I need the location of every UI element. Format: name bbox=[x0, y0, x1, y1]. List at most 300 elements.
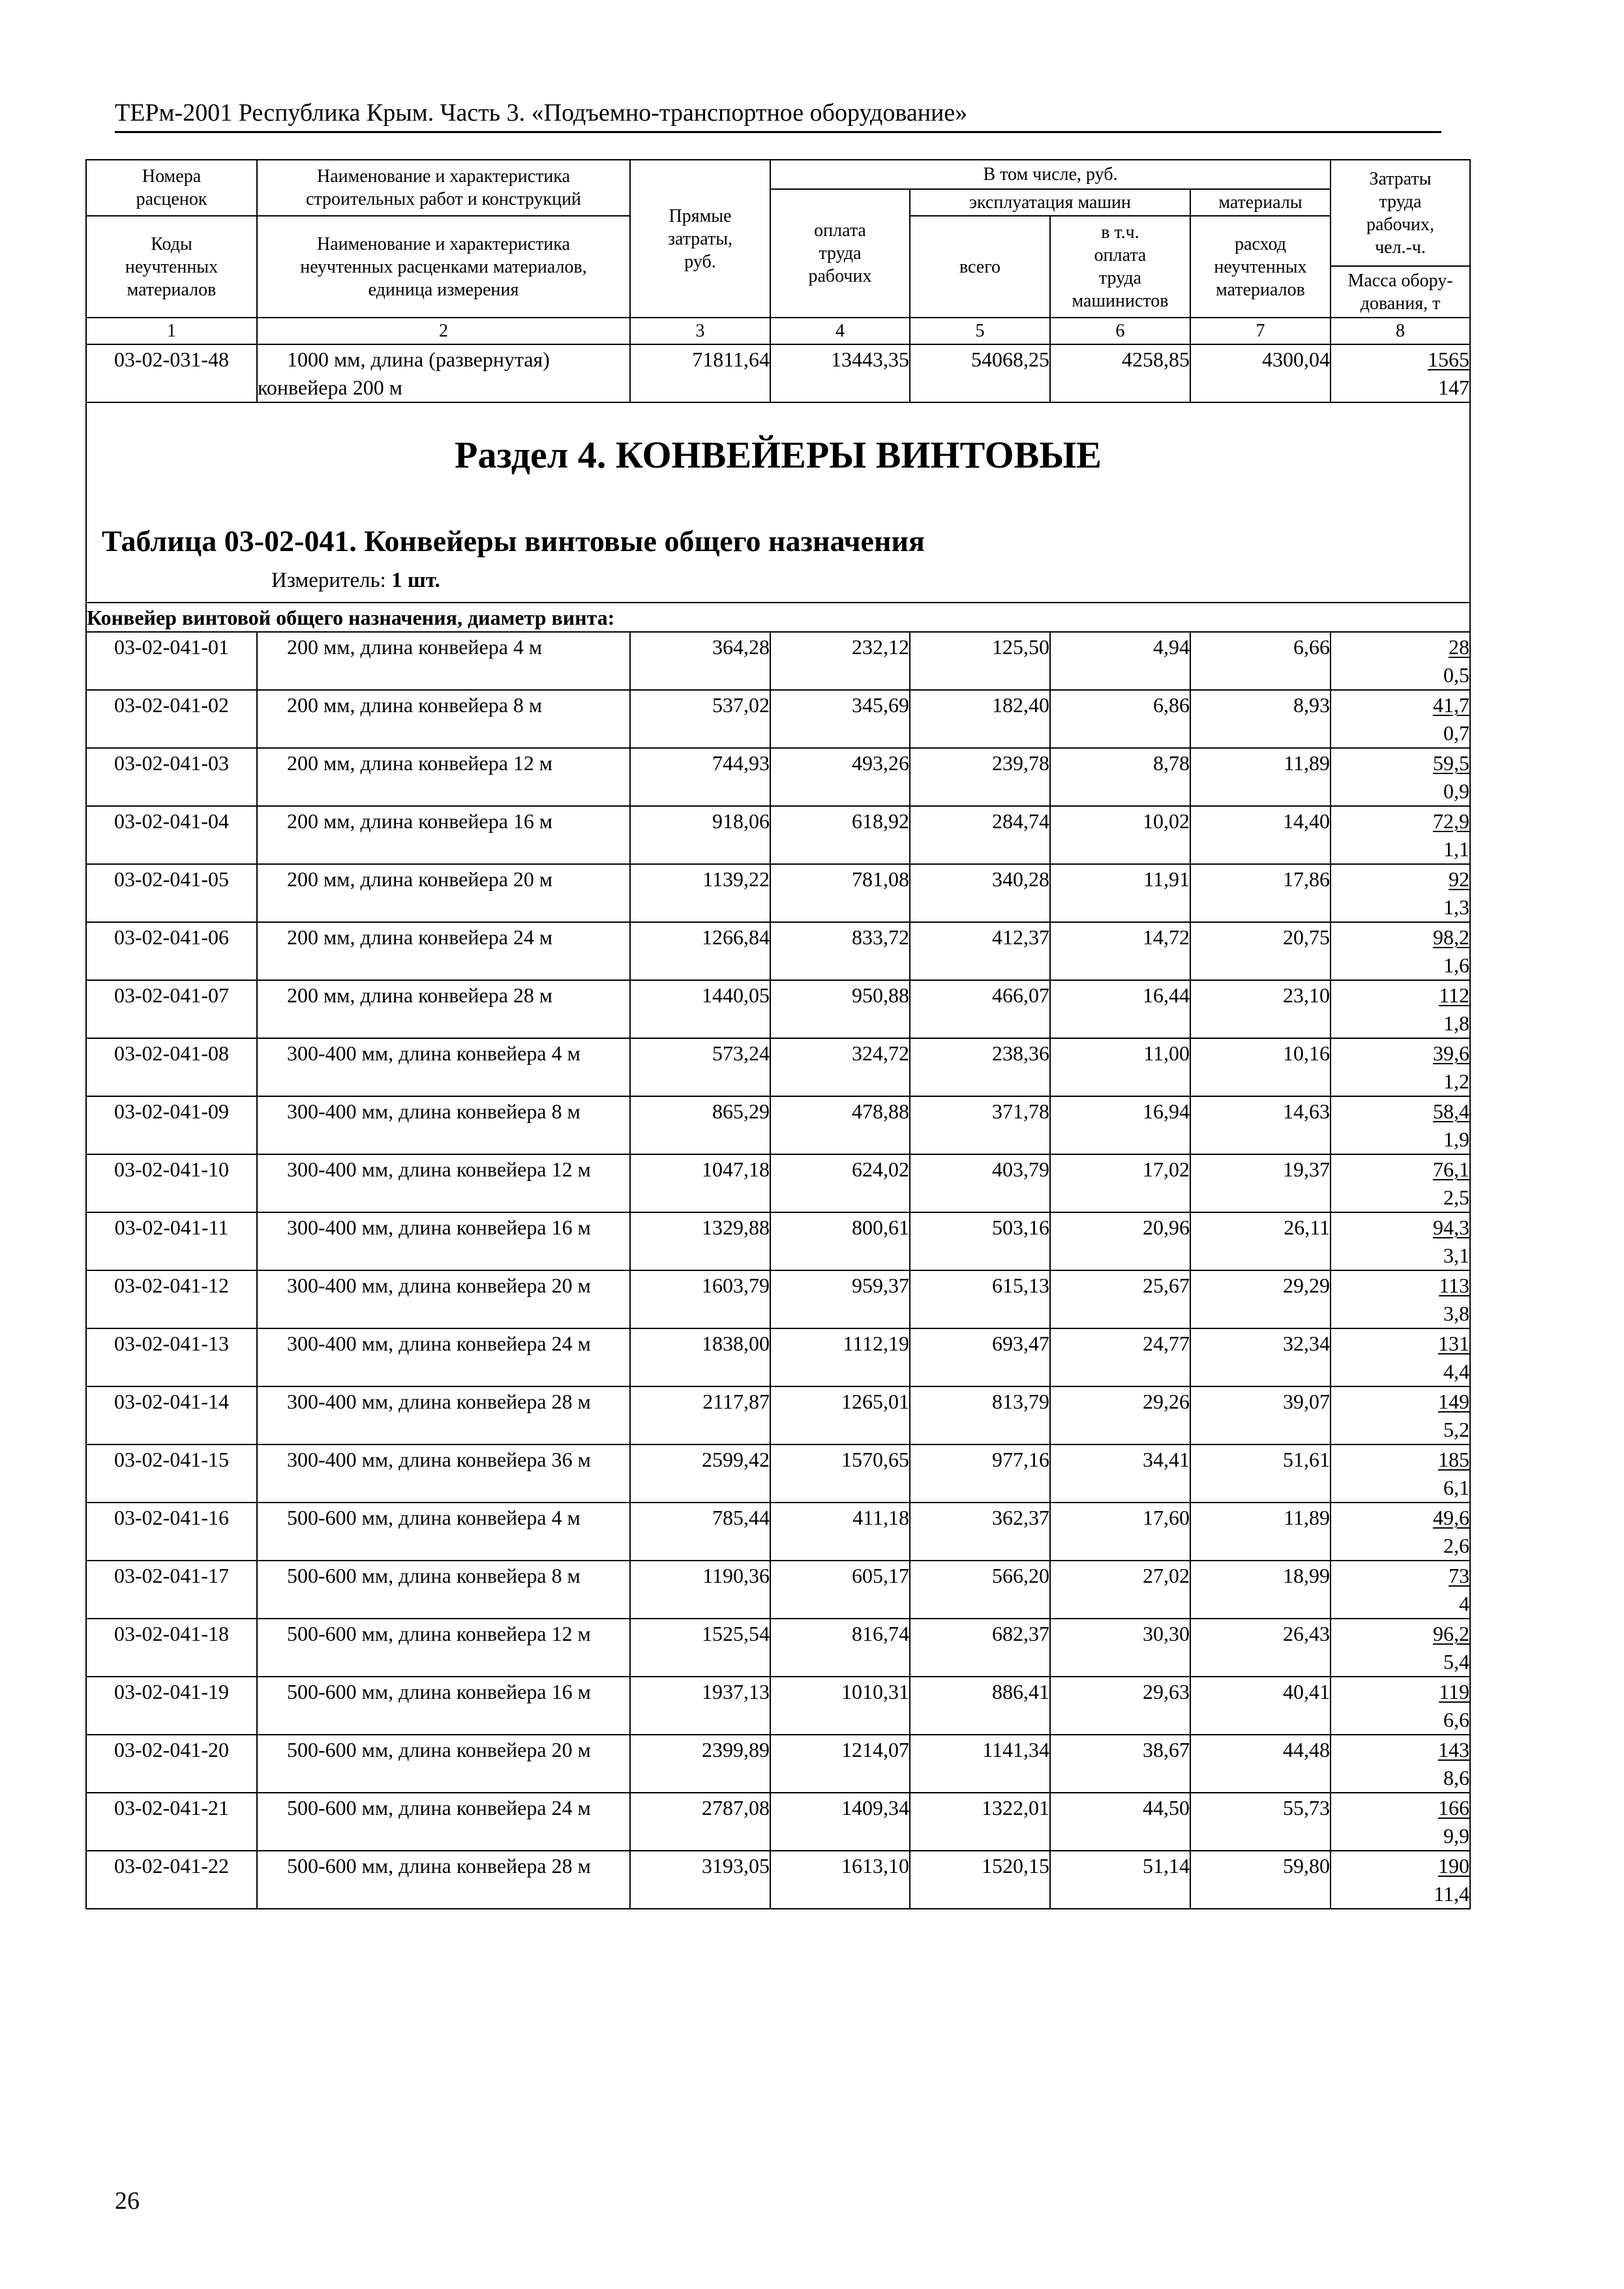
material-cost: 10,16 bbox=[1190, 1038, 1331, 1096]
labor-hours-wrap bbox=[1331, 749, 1469, 777]
header-work-name: Наименование и характеристика строительных работ и конструкций bbox=[257, 160, 630, 216]
column-number: 7 bbox=[1190, 318, 1331, 344]
section-title: Раздел 4. КОНВЕЙЕРЫ ВИНТОВЫЕ bbox=[455, 434, 1102, 476]
machinist-pay: 29,26 bbox=[1050, 1386, 1190, 1444]
machine-cost: 239,78 bbox=[910, 748, 1050, 806]
price-table bbox=[85, 159, 1471, 1909]
section-heading-cell bbox=[86, 402, 1470, 603]
rate-code: 03-02-041-17 bbox=[86, 1561, 257, 1619]
labor-hours-and-mass bbox=[1331, 922, 1470, 980]
rate-code: 03-02-041-07 bbox=[86, 980, 257, 1038]
work-name: 1000 мм, длина (развернутая) конвейера 200 м bbox=[257, 344, 630, 402]
rate-row bbox=[86, 632, 1470, 690]
equipment-mass: 147 bbox=[1438, 376, 1470, 399]
labor-pay: 781,08 bbox=[770, 864, 910, 922]
table-title: Таблица 03-02-041. Конвейеры винтовые общего назначения bbox=[102, 524, 925, 558]
rate-row bbox=[86, 1735, 1470, 1793]
group-heading: Конвейер винтовой общего назначения, диаметр винта: bbox=[86, 603, 1470, 632]
labor-pay: 800,61 bbox=[770, 1212, 910, 1270]
direct-cost: 785,44 bbox=[630, 1503, 770, 1561]
header-including: В том числе, руб. bbox=[770, 160, 1331, 189]
labor-pay: 833,72 bbox=[770, 922, 910, 980]
material-cost: 17,86 bbox=[1190, 864, 1331, 922]
machine-cost: 1141,34 bbox=[910, 1735, 1050, 1793]
direct-cost: 1838,00 bbox=[630, 1328, 770, 1386]
labor-pay: 618,92 bbox=[770, 806, 910, 864]
header-direct-cost: Прямые затраты, руб. bbox=[630, 160, 770, 318]
header-equipment-mass: Масса обору- дования, т bbox=[1331, 266, 1470, 318]
header-materials: материалы bbox=[1190, 189, 1331, 216]
equipment-mass: 4 bbox=[1459, 1592, 1470, 1615]
material-cost: 55,73 bbox=[1190, 1793, 1331, 1851]
equipment-mass: 0,9 bbox=[1443, 779, 1470, 803]
rate-code: 03-02-041-04 bbox=[86, 806, 257, 864]
equipment-mass: 1,9 bbox=[1443, 1128, 1470, 1151]
labor-hours-and-mass bbox=[1331, 1735, 1470, 1793]
table-header bbox=[86, 160, 1470, 344]
direct-cost: 1047,18 bbox=[630, 1154, 770, 1212]
unit-label: Измеритель: bbox=[271, 569, 386, 592]
rate-code: 03-02-041-10 bbox=[86, 1154, 257, 1212]
work-name: 500-600 мм, длина конвейера 8 м bbox=[257, 1561, 630, 1619]
labor-hours: 190 bbox=[1438, 1854, 1470, 1878]
rate-code: 03-02-041-15 bbox=[86, 1444, 257, 1503]
material-cost: 26,43 bbox=[1190, 1619, 1331, 1677]
column-number: 3 bbox=[630, 318, 770, 344]
labor-hours: 1565 bbox=[1428, 348, 1470, 371]
rate-row bbox=[86, 806, 1470, 864]
header-machinists-pay: в т.ч. оплата труда машинистов bbox=[1050, 216, 1190, 318]
labor-hours-and-mass bbox=[1331, 1619, 1470, 1677]
labor-hours-and-mass bbox=[1331, 806, 1470, 864]
header-material-codes: Коды неучтенных материалов bbox=[86, 216, 257, 318]
equipment-mass: 5,2 bbox=[1443, 1418, 1470, 1441]
direct-cost: 537,02 bbox=[630, 690, 770, 748]
labor-hours: 131 bbox=[1438, 1332, 1470, 1355]
rate-row bbox=[86, 1270, 1470, 1328]
rate-code: 03-02-041-21 bbox=[86, 1793, 257, 1851]
labor-pay: 624,02 bbox=[770, 1154, 910, 1212]
labor-hours: 59,5 bbox=[1433, 751, 1470, 775]
rate-row bbox=[86, 748, 1470, 806]
rate-row bbox=[86, 344, 1470, 402]
direct-cost: 1190,36 bbox=[630, 1561, 770, 1619]
labor-hours-wrap bbox=[1331, 1620, 1469, 1648]
equipment-mass: 0,7 bbox=[1443, 721, 1470, 745]
material-cost: 14,63 bbox=[1190, 1096, 1331, 1154]
labor-pay: 345,69 bbox=[770, 690, 910, 748]
direct-cost: 3193,05 bbox=[630, 1851, 770, 1909]
rate-code: 03-02-041-09 bbox=[86, 1096, 257, 1154]
rate-code: 03-02-041-22 bbox=[86, 1851, 257, 1909]
labor-hours-and-mass bbox=[1331, 748, 1470, 806]
labor-hours-wrap bbox=[1331, 1214, 1469, 1242]
labor-hours-and-mass bbox=[1331, 1270, 1470, 1328]
work-name: 300-400 мм, длина конвейера 4 м bbox=[257, 1038, 630, 1096]
equipment-mass: 0,5 bbox=[1443, 663, 1470, 687]
work-name: 500-600 мм, длина конвейера 20 м bbox=[257, 1735, 630, 1793]
labor-hours: 166 bbox=[1438, 1796, 1470, 1819]
labor-hours-wrap bbox=[1331, 1562, 1469, 1590]
direct-cost: 573,24 bbox=[630, 1038, 770, 1096]
work-name: 200 мм, длина конвейера 20 м bbox=[257, 864, 630, 922]
labor-hours: 143 bbox=[1438, 1738, 1470, 1761]
labor-hours-and-mass bbox=[1331, 980, 1470, 1038]
unit-value: 1 шт. bbox=[391, 569, 440, 592]
machinist-pay: 29,63 bbox=[1050, 1677, 1190, 1735]
labor-hours-and-mass bbox=[1331, 1503, 1470, 1561]
material-cost: 20,75 bbox=[1190, 922, 1331, 980]
machinist-pay: 20,96 bbox=[1050, 1212, 1190, 1270]
labor-pay: 1570,65 bbox=[770, 1444, 910, 1503]
labor-hours: 113 bbox=[1439, 1274, 1470, 1297]
labor-hours-wrap bbox=[1331, 1678, 1469, 1706]
labor-hours-and-mass bbox=[1331, 864, 1470, 922]
labor-pay: 1112,19 bbox=[770, 1328, 910, 1386]
labor-hours-wrap bbox=[1331, 1736, 1469, 1764]
column-numbers-row bbox=[86, 318, 1470, 344]
previous-section-rows bbox=[86, 344, 1470, 402]
machine-cost: 362,37 bbox=[910, 1503, 1050, 1561]
material-cost: 29,29 bbox=[1190, 1270, 1331, 1328]
machine-cost: 54068,25 bbox=[910, 344, 1050, 402]
labor-hours-and-mass bbox=[1331, 1561, 1470, 1619]
column-number: 2 bbox=[257, 318, 630, 344]
column-number: 8 bbox=[1331, 318, 1470, 344]
labor-pay: 1010,31 bbox=[770, 1677, 910, 1735]
material-cost: 26,11 bbox=[1190, 1212, 1331, 1270]
rate-row bbox=[86, 922, 1470, 980]
equipment-mass: 8,6 bbox=[1443, 1766, 1470, 1789]
labor-pay: 605,17 bbox=[770, 1561, 910, 1619]
machine-cost: 371,78 bbox=[910, 1096, 1050, 1154]
machine-cost: 503,16 bbox=[910, 1212, 1050, 1270]
labor-hours-and-mass bbox=[1331, 1212, 1470, 1270]
machinist-pay: 6,86 bbox=[1050, 690, 1190, 748]
rate-code: 03-02-041-12 bbox=[86, 1270, 257, 1328]
rate-code: 03-02-041-01 bbox=[86, 632, 257, 690]
work-name: 300-400 мм, длина конвейера 28 м bbox=[257, 1386, 630, 1444]
machinist-pay: 17,02 bbox=[1050, 1154, 1190, 1212]
labor-hours: 98,2 bbox=[1433, 925, 1470, 949]
equipment-mass: 1,2 bbox=[1443, 1070, 1470, 1093]
rate-row bbox=[86, 1561, 1470, 1619]
material-cost: 14,40 bbox=[1190, 806, 1331, 864]
unit-line bbox=[271, 567, 440, 593]
machinist-pay: 51,14 bbox=[1050, 1851, 1190, 1909]
labor-hours: 76,1 bbox=[1433, 1158, 1470, 1181]
direct-cost: 71811,64 bbox=[630, 344, 770, 402]
work-name: 200 мм, длина конвейера 12 м bbox=[257, 748, 630, 806]
rate-code: 03-02-041-20 bbox=[86, 1735, 257, 1793]
labor-hours: 58,4 bbox=[1433, 1100, 1470, 1123]
header-machines: эксплуатация машин bbox=[910, 189, 1190, 216]
labor-hours: 112 bbox=[1439, 983, 1470, 1007]
work-name: 300-400 мм, длина конвейера 20 м bbox=[257, 1270, 630, 1328]
machinist-pay: 16,94 bbox=[1050, 1096, 1190, 1154]
rate-row bbox=[86, 1851, 1470, 1909]
labor-hours-wrap bbox=[1331, 633, 1469, 661]
work-name: 500-600 мм, длина конвейера 4 м bbox=[257, 1503, 630, 1561]
labor-hours: 96,2 bbox=[1433, 1622, 1470, 1645]
rate-code: 03-02-041-02 bbox=[86, 690, 257, 748]
work-name: 500-600 мм, длина конвейера 24 м bbox=[257, 1793, 630, 1851]
work-name: 500-600 мм, длина конвейера 28 м bbox=[257, 1851, 630, 1909]
machine-cost: 340,28 bbox=[910, 864, 1050, 922]
labor-pay: 1265,01 bbox=[770, 1386, 910, 1444]
machine-cost: 182,40 bbox=[910, 690, 1050, 748]
material-cost: 19,37 bbox=[1190, 1154, 1331, 1212]
labor-pay: 324,72 bbox=[770, 1038, 910, 1096]
direct-cost: 865,29 bbox=[630, 1096, 770, 1154]
labor-hours-wrap bbox=[1331, 346, 1469, 374]
equipment-mass: 1,1 bbox=[1443, 837, 1470, 861]
direct-cost: 1266,84 bbox=[630, 922, 770, 980]
labor-hours-wrap bbox=[1331, 923, 1469, 951]
work-name: 200 мм, длина конвейера 24 м bbox=[257, 922, 630, 980]
work-name: 300-400 мм, длина конвейера 12 м bbox=[257, 1154, 630, 1212]
labor-hours-wrap bbox=[1331, 1098, 1469, 1126]
equipment-mass: 6,6 bbox=[1443, 1708, 1470, 1731]
work-name: 300-400 мм, длина конвейера 24 м bbox=[257, 1328, 630, 1386]
machinist-pay: 11,00 bbox=[1050, 1038, 1190, 1096]
machine-cost: 412,37 bbox=[910, 922, 1050, 980]
machine-cost: 1520,15 bbox=[910, 1851, 1050, 1909]
running-title: ТЕРм-2001 Республика Крым. Часть 3. «Подъемно-транспортное оборудование» bbox=[115, 99, 968, 127]
header-labor-pay: оплата труда рабочих bbox=[770, 189, 910, 318]
material-cost: 32,34 bbox=[1190, 1328, 1331, 1386]
labor-pay: 950,88 bbox=[770, 980, 910, 1038]
page-number: 26 bbox=[115, 2187, 140, 2215]
header-labor-hours: Затраты труда рабочих, чел.-ч. bbox=[1331, 160, 1470, 266]
labor-hours-wrap bbox=[1331, 981, 1469, 1010]
work-name: 200 мм, длина конвейера 8 м bbox=[257, 690, 630, 748]
machinist-pay: 16,44 bbox=[1050, 980, 1190, 1038]
header-rate-numbers: Номера расценок bbox=[86, 160, 257, 216]
machine-cost: 1322,01 bbox=[910, 1793, 1050, 1851]
labor-hours-wrap bbox=[1331, 691, 1469, 719]
labor-pay: 816,74 bbox=[770, 1619, 910, 1677]
labor-pay: 478,88 bbox=[770, 1096, 910, 1154]
labor-pay: 1214,07 bbox=[770, 1735, 910, 1793]
direct-cost: 2787,08 bbox=[630, 1793, 770, 1851]
equipment-mass: 5,4 bbox=[1443, 1650, 1470, 1673]
machinist-pay: 11,91 bbox=[1050, 864, 1190, 922]
conveyor-rows bbox=[86, 632, 1470, 1909]
direct-cost: 364,28 bbox=[630, 632, 770, 690]
header-machines-total: всего bbox=[910, 216, 1050, 318]
work-name: 500-600 мм, длина конвейера 12 м bbox=[257, 1619, 630, 1677]
rate-code: 03-02-041-14 bbox=[86, 1386, 257, 1444]
labor-pay: 232,12 bbox=[770, 632, 910, 690]
labor-pay: 493,26 bbox=[770, 748, 910, 806]
machinist-pay: 4,94 bbox=[1050, 632, 1190, 690]
machine-cost: 813,79 bbox=[910, 1386, 1050, 1444]
rate-row bbox=[86, 690, 1470, 748]
rate-row bbox=[86, 1212, 1470, 1270]
rate-code: 03-02-041-11 bbox=[86, 1212, 257, 1270]
column-number: 6 bbox=[1050, 318, 1190, 344]
material-cost: 8,93 bbox=[1190, 690, 1331, 748]
labor-hours-wrap bbox=[1331, 1794, 1469, 1822]
labor-hours-and-mass bbox=[1331, 1154, 1470, 1212]
machinist-pay: 30,30 bbox=[1050, 1619, 1190, 1677]
labor-hours-and-mass bbox=[1331, 1328, 1470, 1386]
machinist-pay: 25,67 bbox=[1050, 1270, 1190, 1328]
rate-row bbox=[86, 1154, 1470, 1212]
labor-hours-wrap bbox=[1331, 865, 1469, 893]
labor-hours-and-mass bbox=[1331, 1386, 1470, 1444]
machinist-pay: 38,67 bbox=[1050, 1735, 1190, 1793]
labor-hours: 73 bbox=[1449, 1564, 1470, 1587]
labor-pay: 1409,34 bbox=[770, 1793, 910, 1851]
labor-hours: 149 bbox=[1438, 1390, 1470, 1413]
machinist-pay: 44,50 bbox=[1050, 1793, 1190, 1851]
rate-row bbox=[86, 1386, 1470, 1444]
equipment-mass: 1,8 bbox=[1443, 1011, 1470, 1035]
material-cost: 44,48 bbox=[1190, 1735, 1331, 1793]
material-cost: 11,89 bbox=[1190, 1503, 1331, 1561]
labor-hours-wrap bbox=[1331, 1272, 1469, 1300]
machinist-pay: 8,78 bbox=[1050, 748, 1190, 806]
machine-cost: 238,36 bbox=[910, 1038, 1050, 1096]
work-name: 300-400 мм, длина конвейера 36 м bbox=[257, 1444, 630, 1503]
machinist-pay: 10,02 bbox=[1050, 806, 1190, 864]
rate-row bbox=[86, 980, 1470, 1038]
direct-cost: 1329,88 bbox=[630, 1212, 770, 1270]
labor-hours-wrap bbox=[1331, 1504, 1469, 1532]
labor-hours: 41,7 bbox=[1433, 693, 1470, 717]
labor-hours-wrap bbox=[1331, 807, 1469, 835]
labor-hours-wrap bbox=[1331, 1040, 1469, 1068]
direct-cost: 1603,79 bbox=[630, 1270, 770, 1328]
material-cost: 51,61 bbox=[1190, 1444, 1331, 1503]
machine-cost: 125,50 bbox=[910, 632, 1050, 690]
direct-cost: 1440,05 bbox=[630, 980, 770, 1038]
equipment-mass: 2,6 bbox=[1443, 1534, 1470, 1557]
labor-pay: 1613,10 bbox=[770, 1851, 910, 1909]
rate-code: 03-02-041-19 bbox=[86, 1677, 257, 1735]
material-cost: 11,89 bbox=[1190, 748, 1331, 806]
direct-cost: 1937,13 bbox=[630, 1677, 770, 1735]
section-heading bbox=[86, 402, 1470, 632]
labor-hours-wrap bbox=[1331, 1156, 1469, 1184]
work-name: 200 мм, длина конвейера 28 м bbox=[257, 980, 630, 1038]
labor-pay: 959,37 bbox=[770, 1270, 910, 1328]
labor-hours: 94,3 bbox=[1433, 1216, 1470, 1239]
material-cost: 6,66 bbox=[1190, 632, 1331, 690]
work-name: 300-400 мм, длина конвейера 16 м bbox=[257, 1212, 630, 1270]
equipment-mass: 1,6 bbox=[1443, 953, 1470, 977]
rate-row bbox=[86, 864, 1470, 922]
work-name: 300-400 мм, длина конвейера 8 м bbox=[257, 1096, 630, 1154]
machine-cost: 284,74 bbox=[910, 806, 1050, 864]
machinist-pay: 14,72 bbox=[1050, 922, 1190, 980]
labor-hours-wrap bbox=[1331, 1852, 1469, 1880]
machine-cost: 466,07 bbox=[910, 980, 1050, 1038]
labor-hours-and-mass bbox=[1331, 632, 1470, 690]
rate-row bbox=[86, 1096, 1470, 1154]
rate-code: 03-02-041-06 bbox=[86, 922, 257, 980]
material-cost: 4300,04 bbox=[1190, 344, 1331, 402]
labor-hours: 92 bbox=[1449, 867, 1470, 891]
rate-code: 03-02-041-16 bbox=[86, 1503, 257, 1561]
labor-hours-and-mass bbox=[1331, 1793, 1470, 1851]
machine-cost: 403,79 bbox=[910, 1154, 1050, 1212]
labor-pay: 13443,35 bbox=[770, 344, 910, 402]
labor-hours: 28 bbox=[1449, 635, 1470, 659]
labor-hours-wrap bbox=[1331, 1446, 1469, 1474]
machine-cost: 977,16 bbox=[910, 1444, 1050, 1503]
machinist-pay: 4258,85 bbox=[1050, 344, 1190, 402]
rate-row bbox=[86, 1038, 1470, 1096]
labor-hours-and-mass bbox=[1331, 344, 1470, 402]
machine-cost: 886,41 bbox=[910, 1677, 1050, 1735]
labor-hours-and-mass bbox=[1331, 1677, 1470, 1735]
equipment-mass: 1,3 bbox=[1443, 895, 1470, 919]
machinist-pay: 34,41 bbox=[1050, 1444, 1190, 1503]
rate-code: 03-02-041-18 bbox=[86, 1619, 257, 1677]
labor-hours: 185 bbox=[1438, 1448, 1470, 1471]
column-number: 1 bbox=[86, 318, 257, 344]
labor-hours-and-mass bbox=[1331, 690, 1470, 748]
labor-hours-and-mass bbox=[1331, 1038, 1470, 1096]
labor-hours-and-mass bbox=[1331, 1096, 1470, 1154]
machinist-pay: 17,60 bbox=[1050, 1503, 1190, 1561]
rate-code: 03-02-041-13 bbox=[86, 1328, 257, 1386]
material-cost: 23,10 bbox=[1190, 980, 1331, 1038]
equipment-mass: 3,1 bbox=[1443, 1244, 1470, 1267]
rate-row bbox=[86, 1619, 1470, 1677]
equipment-mass: 6,1 bbox=[1443, 1476, 1470, 1499]
direct-cost: 2599,42 bbox=[630, 1444, 770, 1503]
direct-cost: 918,06 bbox=[630, 806, 770, 864]
machine-cost: 615,13 bbox=[910, 1270, 1050, 1328]
rate-code: 03-02-031-48 bbox=[86, 344, 257, 402]
rate-row bbox=[86, 1677, 1470, 1735]
direct-cost: 2399,89 bbox=[630, 1735, 770, 1793]
direct-cost: 744,93 bbox=[630, 748, 770, 806]
header-materials-unaccounted: расход неучтенных материалов bbox=[1190, 216, 1331, 318]
labor-hours: 49,6 bbox=[1433, 1506, 1470, 1529]
labor-hours: 72,9 bbox=[1433, 809, 1470, 833]
material-cost: 40,41 bbox=[1190, 1677, 1331, 1735]
rate-row bbox=[86, 1328, 1470, 1386]
machine-cost: 566,20 bbox=[910, 1561, 1050, 1619]
labor-hours-wrap bbox=[1331, 1330, 1469, 1358]
direct-cost: 2117,87 bbox=[630, 1386, 770, 1444]
labor-hours: 119 bbox=[1439, 1680, 1470, 1703]
material-cost: 59,80 bbox=[1190, 1851, 1331, 1909]
direct-cost: 1525,54 bbox=[630, 1619, 770, 1677]
machine-cost: 682,37 bbox=[910, 1619, 1050, 1677]
column-number: 4 bbox=[770, 318, 910, 344]
rate-code: 03-02-041-08 bbox=[86, 1038, 257, 1096]
rate-code: 03-02-041-05 bbox=[86, 864, 257, 922]
labor-pay: 411,18 bbox=[770, 1503, 910, 1561]
rate-row bbox=[86, 1444, 1470, 1503]
header-material-names: Наименование и характеристика неучтенных расценками материалов, единица измерения bbox=[257, 216, 630, 318]
direct-cost: 1139,22 bbox=[630, 864, 770, 922]
equipment-mass: 3,8 bbox=[1443, 1302, 1470, 1325]
machine-cost: 693,47 bbox=[910, 1328, 1050, 1386]
material-cost: 39,07 bbox=[1190, 1386, 1331, 1444]
equipment-mass: 9,9 bbox=[1443, 1824, 1470, 1848]
material-cost: 18,99 bbox=[1190, 1561, 1331, 1619]
rate-row bbox=[86, 1503, 1470, 1561]
rate-row bbox=[86, 1793, 1470, 1851]
equipment-mass: 2,5 bbox=[1443, 1186, 1470, 1209]
